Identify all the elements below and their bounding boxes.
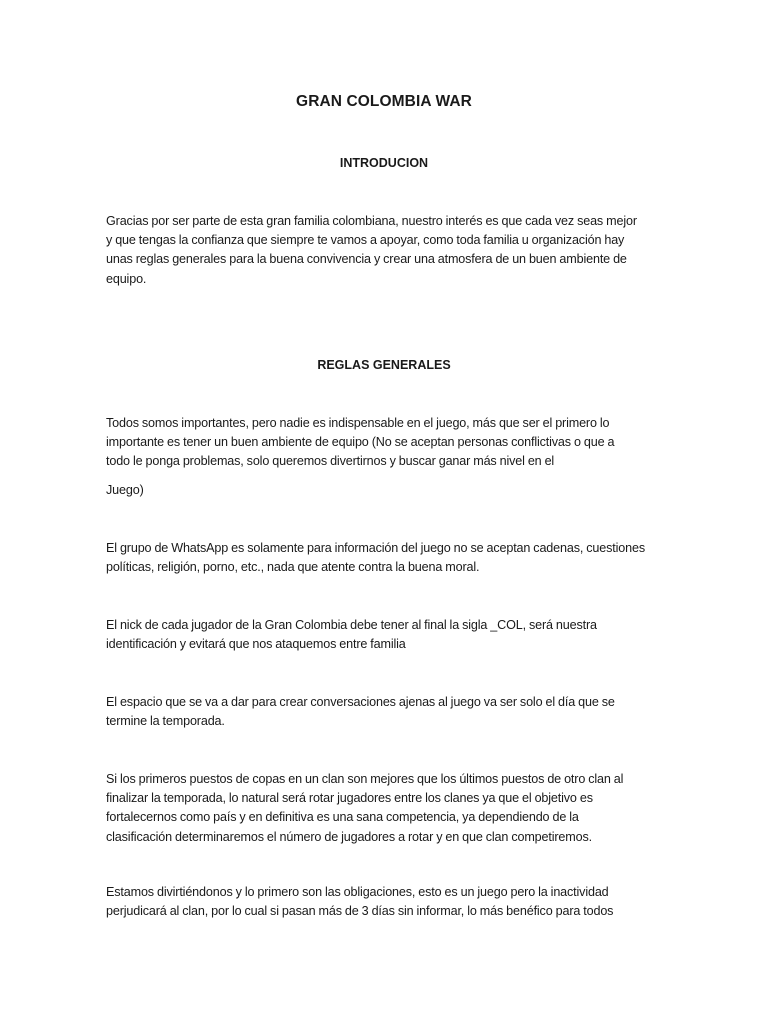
text-line: termine la temporada. [106,714,225,729]
text-line: Si los primeros puestos de copas en un clan son mejores que los últimos puestos de otro clan al [106,772,624,786]
rule-paragraph-1-tail [106,481,671,500]
document-title: GRAN COLOMBIA WAR [296,93,472,110]
text-line: Gracias por ser parte de esta gran familia colombiana, nuestro interés es que cada vez seas mejor [106,214,637,228]
text-line: El espacio que se va a dar para crear conversaciones ajenas al juego va ser solo el día que se [106,695,615,709]
text-line: fortalecernos como país y en definitiva es una sana competencia, ya dependiendo de la [106,810,579,825]
text-line: equipo. [106,271,147,286]
text-line: Estamos divirtiéndonos y lo primero son las obligaciones, esto es un juego pero la inactividad [106,885,609,899]
rule-paragraph-3 [106,616,671,654]
rule-paragraph-2 [106,539,671,577]
text-line: El nick de cada jugador de la Gran Colombia debe tener al final la sigla _COL, será nuestra [106,618,597,632]
text-line: El grupo de WhatsApp es solamente para información del juego no se aceptan cadenas, cuestiones [106,541,645,555]
text-line: todo le ponga problemas, solo queremos divertirnos y buscar ganar más nivel en el [106,454,555,469]
text-line: Todos somos importantes, pero nadie es indispensable en el juego, más que ser el primero lo [106,416,610,430]
text-line: y que tengas la confianza que siempre te vamos a apoyar, como toda familia u organización hay [106,233,625,248]
rule-paragraph-6 [106,883,671,921]
introduction-paragraph [106,212,671,289]
text-line: importante es tener un buen ambiente de equipo (No se aceptan personas conflictivas o que a [106,435,615,450]
introduction-heading: INTRODUCION [339,156,429,170]
text-line: identificación y evitará que nos ataquemos entre familia [106,637,406,652]
rule-paragraph-4 [106,693,671,731]
text-line: finalizar la temporada, lo natural será rotar jugadores entre los clanes ya que el objetivo es [106,791,593,806]
rule-paragraph-5 [106,770,671,847]
general-rules-heading: REGLAS GENERALES [317,358,451,372]
text-line: Juego) [106,483,144,497]
text-line: clasificación determinaremos el número de jugadores a rotar y en que clan competiremos. [106,829,592,844]
text-line: políticas, religión, porno, etc., nada que atente contra la buena moral. [106,560,480,575]
text-line: unas reglas generales para la buena convivencia y crear una atmosfera de un buen ambiente de [106,252,627,267]
text-line: perjudicará al clan, por lo cual si pasan más de 3 días sin informar, lo más benéfico para todos [106,904,614,919]
rule-paragraph-1 [106,414,671,472]
